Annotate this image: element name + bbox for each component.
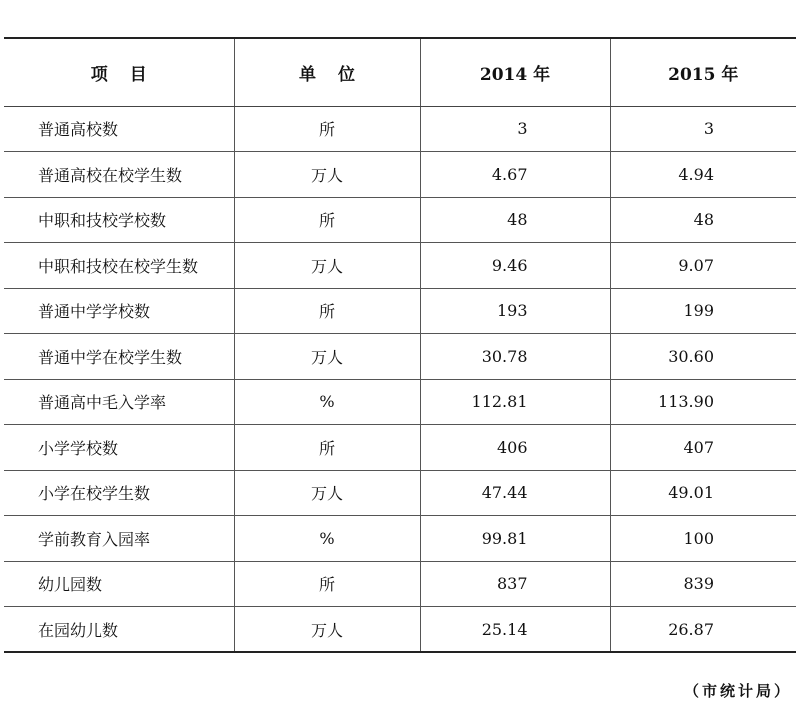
row-unit-cell: 万人 <box>234 243 420 289</box>
row-2015-cell: 9.07 <box>610 243 796 289</box>
row-item-cell: 普通高中毛入学率 <box>4 379 234 425</box>
table-row <box>4 379 796 425</box>
row-2015-cell: 407 <box>610 425 796 471</box>
statistics-table-container <box>4 37 796 653</box>
table-row <box>4 516 796 562</box>
row-2014-cell: 48 <box>420 197 610 243</box>
header-2015: 2015 年 <box>610 38 796 106</box>
row-item-cell: 幼儿园数 <box>4 561 234 607</box>
row-2015-cell: 100 <box>610 516 796 562</box>
row-unit-cell: 所 <box>234 425 420 471</box>
table-body <box>4 106 796 652</box>
row-unit-cell: 万人 <box>234 470 420 516</box>
row-2015-cell: 48 <box>610 197 796 243</box>
row-2015-cell: 113.90 <box>610 379 796 425</box>
row-unit-cell: 所 <box>234 561 420 607</box>
table-row <box>4 243 796 289</box>
row-2015-cell: 3 <box>610 106 796 152</box>
row-2014-cell: 3 <box>420 106 610 152</box>
row-unit-cell: 所 <box>234 106 420 152</box>
header-item: 项目 <box>4 38 234 106</box>
table-row <box>4 288 796 334</box>
row-2014-cell: 9.46 <box>420 243 610 289</box>
row-2015-cell: 49.01 <box>610 470 796 516</box>
table-row <box>4 561 796 607</box>
row-item-cell: 普通高校数 <box>4 106 234 152</box>
row-item-cell: 学前教育入园率 <box>4 516 234 562</box>
row-item-cell: 普通高校在校学生数 <box>4 152 234 198</box>
row-item-cell: 中职和技校学校数 <box>4 197 234 243</box>
row-item-cell: 小学在校学生数 <box>4 470 234 516</box>
education-statistics-table <box>4 37 796 653</box>
header-unit: 单位 <box>234 38 420 106</box>
row-unit-cell: % <box>234 516 420 562</box>
row-unit-cell: 所 <box>234 197 420 243</box>
header-2014: 2014 年 <box>420 38 610 106</box>
row-2014-cell: 99.81 <box>420 516 610 562</box>
row-2015-cell: 30.60 <box>610 334 796 380</box>
table-row <box>4 106 796 152</box>
row-unit-cell: 万人 <box>234 607 420 653</box>
row-2014-cell: 193 <box>420 288 610 334</box>
row-2015-cell: 839 <box>610 561 796 607</box>
row-unit-cell: 万人 <box>234 152 420 198</box>
row-2014-cell: 112.81 <box>420 379 610 425</box>
table-row <box>4 334 796 380</box>
row-2015-cell: 4.94 <box>610 152 796 198</box>
row-unit-cell: 万人 <box>234 334 420 380</box>
row-item-cell: 在园幼儿数 <box>4 607 234 653</box>
source-note: （市统计局） <box>683 682 792 700</box>
row-2014-cell: 47.44 <box>420 470 610 516</box>
row-unit-cell: % <box>234 379 420 425</box>
row-item-cell: 普通中学在校学生数 <box>4 334 234 380</box>
row-2014-cell: 406 <box>420 425 610 471</box>
row-2014-cell: 25.14 <box>420 607 610 653</box>
row-item-cell: 普通中学学校数 <box>4 288 234 334</box>
row-item-cell: 小学学校数 <box>4 425 234 471</box>
table-row <box>4 607 796 653</box>
table-row <box>4 425 796 471</box>
table-row <box>4 197 796 243</box>
table-row <box>4 152 796 198</box>
row-2015-cell: 199 <box>610 288 796 334</box>
table-row <box>4 470 796 516</box>
row-unit-cell: 所 <box>234 288 420 334</box>
row-2014-cell: 4.67 <box>420 152 610 198</box>
row-2014-cell: 837 <box>420 561 610 607</box>
row-2014-cell: 30.78 <box>420 334 610 380</box>
row-item-cell: 中职和技校在校学生数 <box>4 243 234 289</box>
row-2015-cell: 26.87 <box>610 607 796 653</box>
table-header-row <box>4 38 796 106</box>
